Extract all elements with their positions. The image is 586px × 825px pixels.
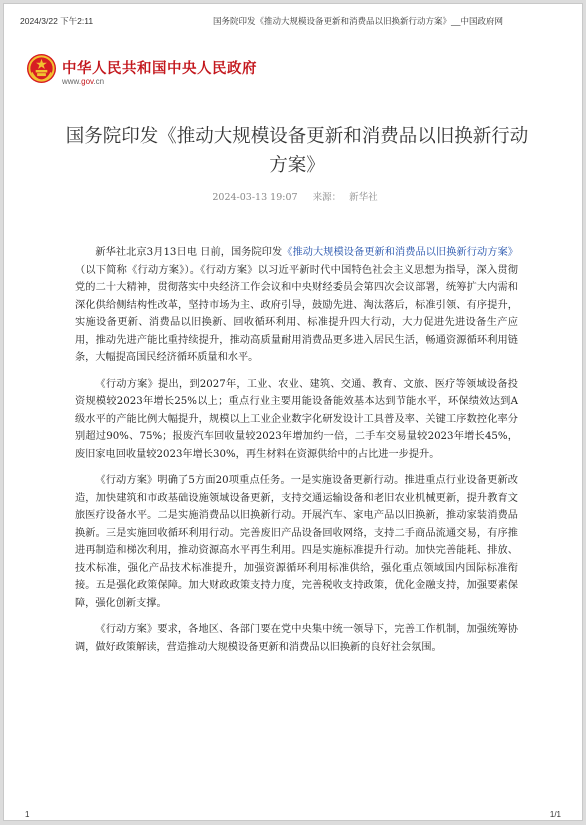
print-header bbox=[4, 4, 582, 34]
national-emblem-icon bbox=[26, 53, 57, 84]
article-paragraph: 《行动方案》明确了5方面20项重点任务。一是实施设备更新行动。推进重点行业设备更新改造，加快建筑和市政基础设施领域设备更新，支持交通运输设备和老旧农业机械更新，提升教育文旅医疗设备水平。二是实施消费品以旧换新行动。开展汽车、家电产品以旧换新，推动家装消费品换新。三是实施回收循环利用行动。完善废旧产品设备回收网络，支持二手商品流通交易，有序推进再制造和梯次利用，推动资源高水平再生利用。四是实施标准提升行动。加快完善能耗、排放、技术标准，强化产品技术标准提升，加强资源循环利用标准供给，强化重点领域国内国际标准衔接。五是强化政策保障。加大财政政策支持力度，完善税收支持政策，优化金融支持，加强要素保障，强化创新支撑。 bbox=[75, 475, 518, 609]
print-datetime: 2024/3/22 下午2:11 bbox=[20, 16, 94, 26]
article-paragraph: 《行动方案》提出，到2027年，工业、农业、建筑、交通、教育、文旅、医疗等领域设备投资规模较2023年增长25%以上；重点行业主要用能设备能效基本达到节能水平，环保绩效达到A级水平的产能比例大幅提升，规模以上工业企业数字化研发设计工具普及率、关键工序数控化率分别超过90%、75%；报废汽车回收量较2023年增加约一倍，二手车交易量较2023年增长45%，废旧家电回收量较2023年增长30%，再生材料在资源供给中的占比进一步提升。 bbox=[75, 378, 518, 460]
print-page-title: 国务院印发《推动大规模设备更新和消费品以旧换新行动方案》__中国政府网 bbox=[213, 16, 503, 26]
site-header[interactable] bbox=[26, 53, 326, 89]
article-paragraph: 《行动方案》要求，各地区、各部门要在党中央集中统一领导下，完善工作机制，加强统筹协调，做好政策解读，营造推动大规模设备更新和消费品以旧换新的良好社会氛围。 bbox=[75, 624, 518, 653]
article-title: 国务院印发《推动大规模设备更新和消费品以旧换新行动方案》 bbox=[65, 126, 529, 176]
article-meta bbox=[4, 189, 586, 203]
article-source: 来源： 新华社 bbox=[312, 192, 378, 203]
article-link[interactable]: 《推动大规模设备更新和消费品以旧换新行动方案》 bbox=[282, 247, 518, 258]
article-date: 2024-03-13 19:07 bbox=[212, 192, 298, 203]
footer-left-mark: 1 bbox=[25, 810, 30, 819]
page-number: 1/1 bbox=[549, 810, 561, 819]
article-paragraph: 新华社北京3月13日电 日前，国务院印发《推动大规模设备更新和消费品以旧换新行动方案》（以下简称《行动方案》）。《行动方案》以习近平新时代中国特色社会主义思想为指导，深入贯彻党的二十大精神，贯彻落实中央经济工作会议和中央财经委员会第四次会议部署，统筹扩大内需和深化供给侧结构性改革，坚持市场为主、政府引导，鼓励先进、淘汰落后，标准引领、有序提升，实施设备更新、消费品以旧换新、回收循环利用、标准提升四大行动，大力促进先进设备生产应用，推动先进产能比重持续提升，推动高质量耐用消费品更多进入居民生活，畅通资源循环利用链条，大幅提高国民经济循环质量和水平。 bbox=[75, 247, 518, 363]
site-name: 中华人民共和国中央人民政府 bbox=[62, 61, 257, 77]
article-body bbox=[75, 244, 518, 665]
print-page bbox=[3, 3, 583, 821]
site-domain: www.gov.cn bbox=[62, 77, 105, 86]
